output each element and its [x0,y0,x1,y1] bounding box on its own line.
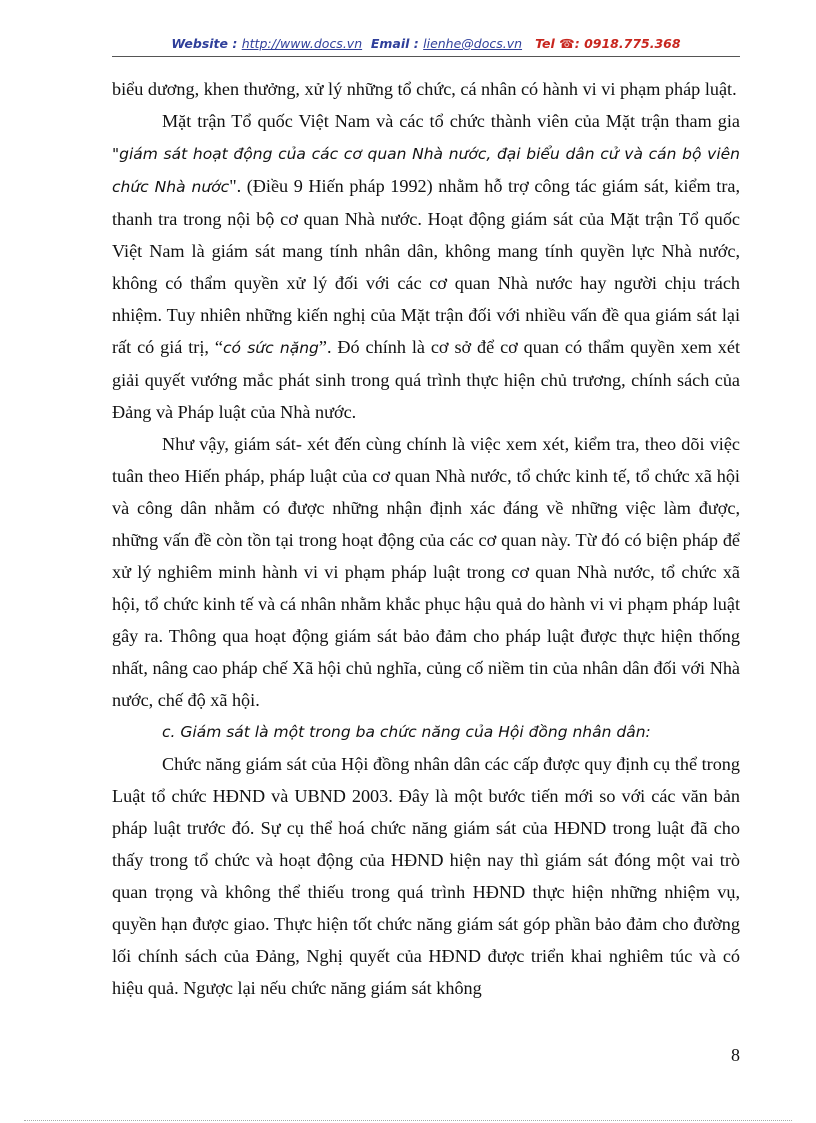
section-heading: c. Giám sát là một trong ba chức năng của Hội đồng nhân dân: [162,723,651,741]
email-separator: : [409,36,424,51]
footer-divider [24,1120,792,1121]
tel-value: : 0918.775.368 [574,36,681,51]
page-header [112,36,740,51]
paragraph-4: Chức năng giám sát của Hội đồng nhân dân các cấp được quy định cụ thể trong Luật tổ chức HĐND và UBND 2003. Đây là một bước tiến mới so với các văn bản pháp luật trước đó. Sự cụ thể hoá chức năng giám sát của HĐND trong luật đã cho thấy trong tổ chức và hoạt động của HĐND hiện nay thì giám sát đóng một vai trò quan trọng và không thể thiếu trong quá trình HĐND thực hiện những nhiệm vụ, quyền hạn được giao. Thực hiện tốt chức năng giám sát góp phần bảo đảm cho đường lối chính sách của Đảng, Nghị quyết của HĐND được triển khai nghiêm túc và có hiệu quả. Ngược lại nếu chức năng giám sát không [112,754,740,998]
paragraph-2-part-c: ”. Đó chính là cơ sở để cơ quan có thẩm quyền xem xét giải quyết vướng mắc phát sinh trong quá trình thực hiện chủ trương, chính sách của Đảng và Pháp luật của Nhà nước. [112,337,741,422]
tel-label: Tel [535,36,560,51]
header-divider [112,56,740,57]
page-number: 8 [731,1045,740,1065]
website-link[interactable]: http://www.docs.vn [241,36,363,51]
email-label: Email [370,36,410,51]
paragraph-2-part-a: Mặt trận Tổ quốc Việt Nam và các tổ chức thành viên của Mặt trận tham gia [162,111,740,131]
paragraph-1: biểu dương, khen thưởng, xử lý những tổ chức, cá nhân có hành vi vi phạm pháp luật. [112,79,737,99]
email-link[interactable]: lienhe@docs.vn [423,36,523,51]
phone-icon: ☎ [559,36,575,51]
document-body [112,73,740,1004]
paragraph-2-quote-2: có sức nặng [222,339,319,357]
paragraph-2 [112,105,740,428]
paragraph-3: Như vậy, giám sát- xét đến cùng chính là việc xem xét, kiểm tra, theo dõi việc tuân theo Hiến pháp, pháp luật của cơ quan Nhà nước, tổ chức kinh tế, tổ chức xã hội và công dân nhằm có được những nhận định xác đáng về những việc làm được, những vấn đề còn tồn tại trong hoạt động của các cơ quan này. Từ đó có biện pháp để xử lý nghiêm minh hành vi vi phạm pháp luật trong cơ quan Nhà nước, tổ chức xã hội, tổ chức kinh tế và cá nhân nhằm khắc phục hậu quả do hành vi vi phạm pháp luật gây ra. Thông qua hoạt động giám sát bảo đảm cho pháp luật được thực hiện thống nhất, nâng cao pháp chế Xã hội chủ nghĩa, củng cố niềm tin của nhân dân đối với Nhà nước, chế độ xã hội. [112,434,740,710]
paragraph-2-quote: "giám sát hoạt động của các cơ quan Nhà nước, đại biểu dân cử và cán bộ viên chức Nhà nước [112,145,740,196]
website-label: Website : [171,36,242,51]
paragraph-2-part-b: ". (Điều 9 Hiến pháp 1992) nhằm hỗ trợ công tác giám sát, kiểm tra, thanh tra trong nội bộ cơ quan Nhà nước. Hoạt động giám sát của Mặt trận Tổ quốc Việt Nam là giám sát mang tính nhân dân, không mang tính quyền lực Nhà nước, không có thẩm quyền xử lý đối với các cơ quan Nhà nước hay người chịu trách nhiệm. Tuy nhiên những kiến nghị của Mặt trận đối với nhiều vấn đề qua giám sát lại rất có giá trị, “ [112,176,740,357]
